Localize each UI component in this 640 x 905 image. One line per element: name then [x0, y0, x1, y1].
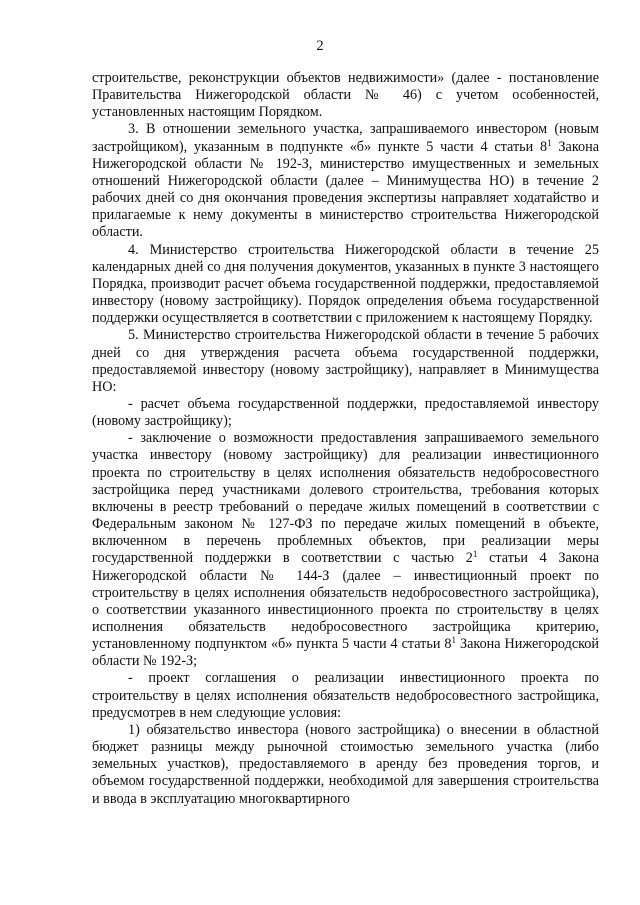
- paragraph-item-4: 4. Министерство строительства Нижегородской области в течение 25 календарных дней со дня получения документов, указанных в пункте 3 настоящего Порядка, производит расчет объема государственной поддержки, предоставляемой инвестору (новому застройщику). Порядок определения объема государственной поддержки осуществляется в соответствии с приложением к настоящему Порядку.: [92, 241, 599, 327]
- paragraph-text: статьи 4 Закона Нижегородской области № 144-З (далее – инвестиционный проект по строительству в целях исполнения обязательств недобросовестного застройщика), о соответствии указанного инвестиционного проекта по строительству в целях исполнения обязательств недобросовестного застройщика критерию, установленному подпунктом «б» пункта 5 части 4 статьи 8: [92, 550, 599, 653]
- paragraph-text: 3. В отношении земельного участка, запрашиваемого инвестором (новым застройщиком), указанным в подпункте «б» пункте 5 части 4 статьи 8: [92, 121, 599, 155]
- superscript: 1: [472, 549, 478, 560]
- paragraph-continuation: строительстве, реконструкции объектов недвижимости» (далее - постановление Правительства Нижегородской области № 46) с учетом особенностей, установленных настоящим Порядком.: [92, 70, 599, 121]
- paragraph-item-3: [92, 121, 599, 241]
- list-item-conclusion: [92, 430, 599, 670]
- paragraph-text: - заключение о возможности предоставления запрашиваемого земельного участка инвестору (новому застройщику) для реализации инвестиционного проекта по строительству в целях исполнения обязательств недобросовестного застройщика перед участниками долевого строительства, требования которых включены в реестр требований о передаче жилых помещений в соответствии с Федеральным законом № 127-ФЗ по передаче жилых помещений в объекте, включенном в перечень проблемных объектов, при реализации меры государственной поддержки в соответствии с частью 2: [92, 430, 599, 567]
- list-item-agreement-draft: - проект соглашения о реализации инвестиционного проекта по строительству в целях исполнения обязательств недобросовестного застройщика, предусмотрев в нем следующие условия:: [92, 670, 599, 721]
- paragraph-item-5: 5. Министерство строительства Нижегородской области в течение 5 рабочих дней со дня утверждения расчета объема государственной поддержки, предоставляемой инвестору (новому застройщику), направляет в Минимущества НО:: [92, 327, 599, 395]
- page-number: 2: [316, 38, 324, 54]
- superscript: 1: [547, 137, 552, 148]
- superscript: 1: [451, 635, 457, 646]
- paragraph-text: Закона Нижегородской области № 192-З, министерство имущественных и земельных отношений Нижегородской области (далее – Минимущества НО) в течение 2 рабочих дней со дня окончания проведения экспертизы направляет ходатайство и прилагаемые к нему документы в министерство строительства Нижегородской области.: [92, 138, 599, 241]
- document-body: [92, 70, 599, 808]
- list-item-calculation: - расчет объема государственной поддержки, предоставляемой инвестору (новому застройщику);: [92, 395, 599, 430]
- paragraph-text: Закона Нижегородской области № 192-З;: [92, 636, 599, 670]
- condition-item-1: 1) обязательство инвестора (нового застройщика) о внесении в областной бюджет разницы между рыночной стоимостью земельного участка (либо земельных участков), предоставляемого в аренду без проведения торгов, и объемом государственной поддержки, необходимой для завершения строительства и ввода в эксплуатацию многоквартирного: [92, 721, 599, 807]
